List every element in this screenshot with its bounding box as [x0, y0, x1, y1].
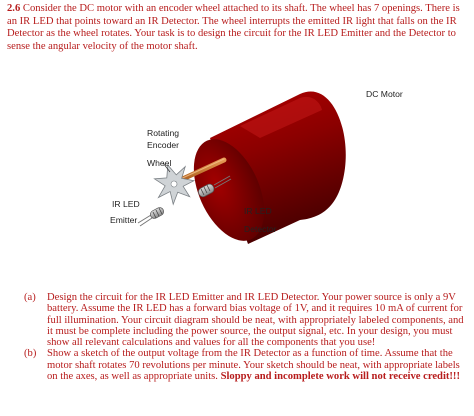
part-b-emphasis: Sloppy and incomplete work will not receive credit!!! — [220, 371, 460, 383]
motor-encoder-figure — [0, 68, 474, 288]
part-a-text: Design the circuit for the IR LED Emitter and IR LED Detector. Your power source is only a 9V battery. Assume the IR LED has a forward bias voltage of 1V, and it requires 10 mA of current for full illumination. Your circuit diagram should be neat, with appropriately labeled components, and it must be complete including the power source, the output signal, etc. In your design, you must show all relevant calculations and values for all the components that you use! — [47, 292, 464, 349]
label-ir-led-emitter-line2: Emitter — [110, 215, 138, 225]
ir-led-emitter — [138, 206, 165, 226]
part-b-text: Show a sketch of the output voltage from the IR Detector as a function of time. Assume that the motor shaft rotates 70 revolutions per minute. Your sketch should be neat, with appropriate labels on the axes, as well as appropriate units. — [47, 348, 460, 383]
part-a — [7, 292, 469, 348]
label-dc-motor: DC Motor — [366, 89, 403, 99]
part-b-marker: (b) — [24, 348, 37, 360]
problem-text: Consider the DC motor with an encoder wheel attached to its shaft. The wheel has 7 openings. There is an IR LED that points toward an IR Detector. The wheel interrupts the emitted IR light that falls on the IR Detector as the wheel rotates. Your task is to design the circuit for the IR LED Emitter and the Detector to sense the angular velocity of the motor shaft. — [7, 3, 460, 52]
label-rotating-encoder-line2: Encoder — [147, 140, 180, 150]
label-ir-led-detector-line1: IR LED — [244, 206, 272, 216]
label-ir-led-emitter-line1: IR LED — [112, 199, 140, 209]
problem-statement — [7, 3, 469, 53]
label-rotating-encoder-line1: Rotating — [147, 128, 180, 138]
label-ir-led-detector-line2: Detector — [244, 224, 277, 234]
problem-parts — [7, 292, 469, 382]
part-b — [7, 348, 469, 382]
part-a-marker: (a) — [24, 292, 36, 303]
label-rotating-encoder-line3: Wheel — [147, 158, 172, 168]
motor-encoder-illustration — [0, 68, 474, 288]
problem-number: 2.6 — [7, 3, 21, 14]
